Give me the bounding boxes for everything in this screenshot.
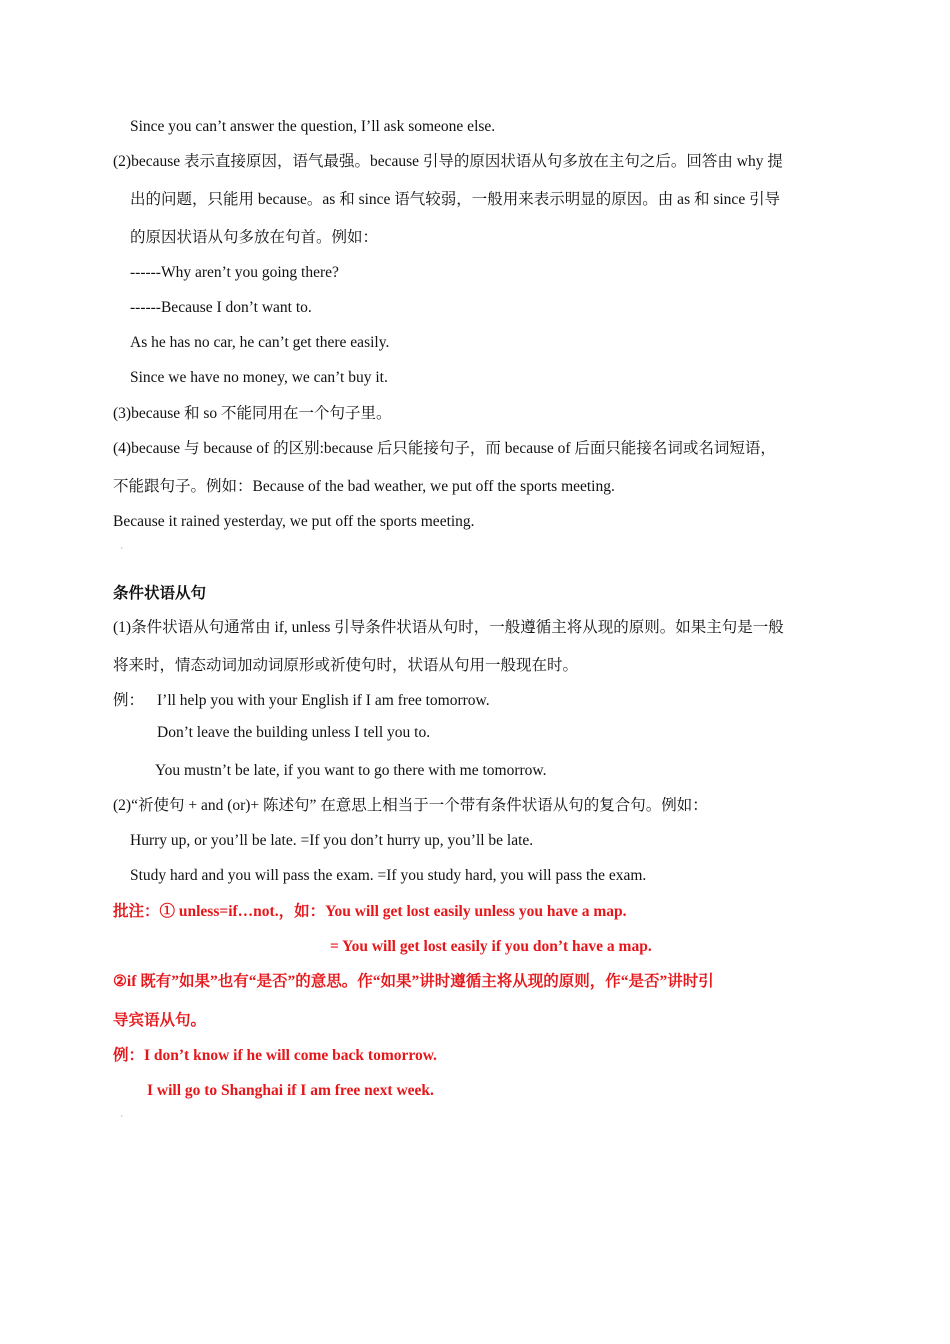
dialog-question: ------Why aren’t you going there? [130, 264, 339, 281]
point-2-line-1: (2)because 表示直接原因，语气最强。because 引导的原因状语从句多放在主句之后。回答由 why 提 [113, 153, 783, 170]
note-unless-equivalent: = You will get lost easily if you don’t have a map. [330, 938, 652, 955]
example-hurry: Hurry up, or you’ll be late. =If you don’t hurry up, you’ll be late. [130, 832, 534, 849]
as-example: As he has no car, he can’t get there easily. [130, 334, 390, 351]
example-study: Study hard and you will pass the exam. =If you study hard, you will pass the exam. [130, 867, 647, 884]
since-money-example: Since we have no money, we can’t buy it. [130, 369, 388, 386]
section-heading: 条件状语从句 [113, 585, 207, 602]
conditional-point-1-line-2: 将来时，情态动词加动词原形或祈使句时，状语从句用一般现在时。 [113, 657, 579, 674]
paragraph-mark: ˎ [120, 1108, 124, 1117]
conditional-point-1-line-1: (1)条件状语从句通常由 if, unless 引导条件状语从句时，一般遵循主将从现的原则。如果主句是一般 [113, 619, 784, 636]
point-4-line-2: 不能跟句子。例如：Because of the bad weather, we put off the sports meeting. [113, 478, 615, 495]
example-late: You mustn’t be late, if you want to go there with me tomorrow. [155, 762, 547, 779]
example-label: 例： [113, 692, 145, 709]
note-unless: 批注：① unless=if…not.，如：You will get lost easily unless you have a map. [113, 903, 627, 920]
paragraph-mark: ˎ [120, 540, 124, 549]
point-2-line-2: 出的问题，只能用 because。as 和 since 语气较弱，一般用来表示明显的原因。由 as 和 since 引导 [130, 191, 781, 208]
note-if-line-2: 导宾语从句。 [113, 1012, 207, 1029]
point-2-line-3: 的原因状语从句多放在句首。例如： [130, 229, 379, 246]
dialog-answer: ------Because I don’t want to. [130, 299, 312, 316]
since-example: Since you can’t answer the question, I’ll ask someone else. [130, 118, 496, 135]
conditional-point-2: (2)“祈使句 + and (or)+ 陈述句” 在意思上相当于一个带有条件状语从句的复合句。例如： [113, 797, 708, 814]
note-example-shanghai: I will go to Shanghai if I am free next week. [147, 1082, 434, 1099]
point-4-line-3: Because it rained yesterday, we put off the sports meeting. [113, 513, 475, 530]
point-4-line-1: (4)because 与 because of 的区别:because 后只能接句子，而 because of 后面只能接名词或名词短语， [113, 440, 776, 457]
note-if-line-1: ②if 既有”如果”也有“是否”的意思。作“如果”讲时遵循主将从现的原则，作“是否”讲时引 [113, 973, 714, 990]
note-example-know: 例：I don’t know if he will come back tomorrow. [113, 1047, 437, 1064]
example-leave: Don’t leave the building unless I tell you to. [157, 724, 431, 741]
example-help: I’ll help you with your English if I am free tomorrow. [157, 692, 490, 709]
point-3: (3)because 和 so 不能同用在一个句子里。 [113, 405, 392, 422]
